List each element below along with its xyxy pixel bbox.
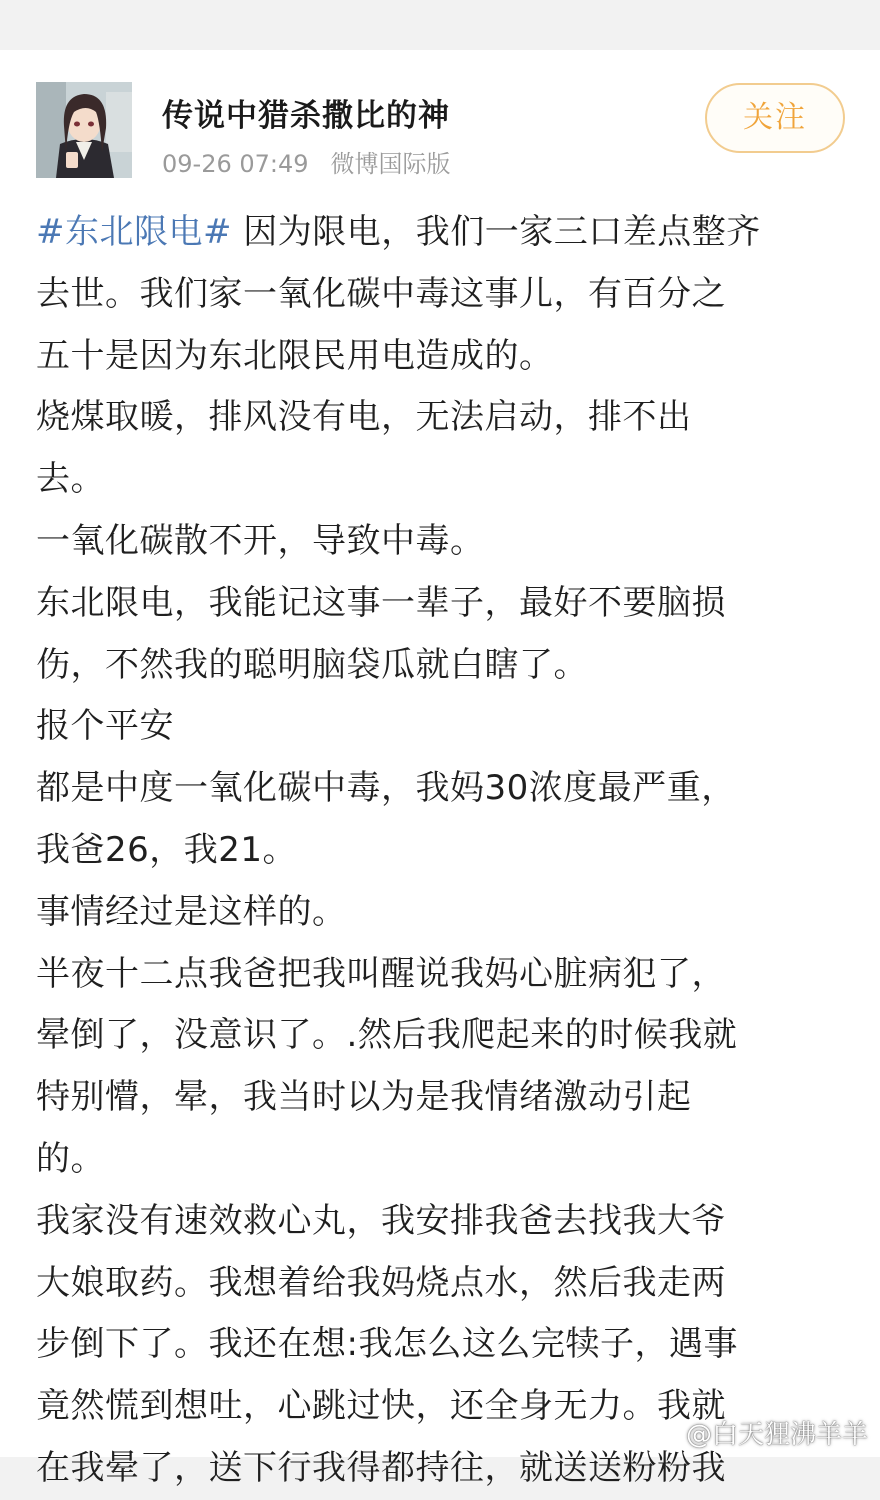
weibo-logo-icon — [652, 1420, 682, 1446]
watermark — [652, 1414, 868, 1451]
post-line: 步倒下了。我还在想:我怎么这么完犊子，遇事 — [36, 1324, 738, 1365]
post-line: 东北限电，我能记这事一辈子，最好不要脑损 — [36, 582, 726, 623]
post-line: 都是中度一氧化碳中毒，我妈30浓度最严重， — [36, 768, 736, 809]
post-line: 一氧化碳散不开，导致中毒。 — [36, 520, 485, 561]
post-line: 报个平安 — [36, 706, 174, 747]
follow-button[interactable]: 关注 — [705, 83, 845, 153]
post-line: 晕倒了，没意识了。.然后我爬起来的时候我就 — [36, 1015, 738, 1056]
post-line: 在我晕了，送下行我得都持往，就送送粉粉我 — [36, 1447, 726, 1488]
watermark-text: @白天狸沸羊羊 — [685, 1420, 868, 1450]
post-line: #东北限电# 因为限电，我们一家三口差点整齐 — [36, 212, 761, 252]
post-meta — [162, 144, 451, 179]
post-line: 烧煤取暖，排风没有电，无法启动，排不出 — [36, 397, 692, 438]
post-line: 事情经过是这样的。 — [36, 891, 347, 932]
post-time: 09-26 07:49 — [162, 150, 309, 178]
post-line: 去世。我们家一氧化碳中毒这事儿，有百分之 — [36, 273, 726, 314]
post-line: 特别懵，晕，我当时以为是我情绪激动引起 — [36, 1077, 692, 1118]
post-source[interactable]: 微博国际版 — [330, 150, 451, 178]
post-line: 去。 — [36, 459, 105, 500]
post-line: 伤，不然我的聪明脑袋瓜就白瞎了。 — [36, 644, 588, 685]
post-body — [36, 202, 846, 1500]
post-line: 竟然慌到想吐，心跳过快，还全身无力。我就 — [36, 1386, 726, 1427]
weibo-post-card — [0, 50, 880, 1488]
post-line: 半夜十二点我爸把我叫醒说我妈心脏病犯了， — [36, 953, 726, 994]
hashtag-link[interactable]: #东北限电# — [36, 212, 232, 252]
avatar-illustration — [36, 82, 132, 178]
avatar[interactable] — [36, 82, 132, 178]
post-line: 大娘取药。我想着给我妈烧点水，然后我走两 — [36, 1262, 726, 1303]
post-line: 的。 — [36, 1138, 105, 1179]
post-line: 五十是因为东北限民用电造成的。 — [36, 335, 554, 376]
post-line: 我家没有速效救心丸，我安排我爸去找我大爷 — [36, 1200, 726, 1241]
top-background-strip — [0, 0, 880, 50]
post-line: 我爸26，我21。 — [36, 829, 298, 870]
username[interactable]: 传说中猎杀撒比的神 — [162, 98, 450, 134]
